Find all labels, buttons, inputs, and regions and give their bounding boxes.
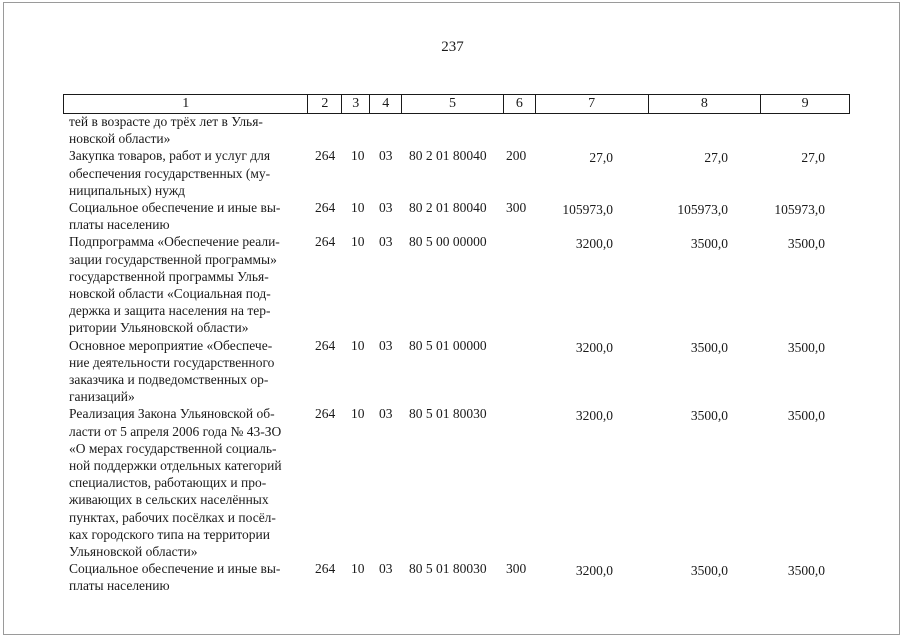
description-line: новской области» [69, 131, 171, 147]
description-line: обеспечения государственных (му- [69, 165, 271, 181]
description-line: зации государственной программы» [69, 251, 277, 267]
cell-col-3: 10 [351, 148, 365, 164]
description-line: ках городского типа на территории [69, 526, 270, 542]
cell-col-9: 3500,0 [787, 236, 825, 252]
table-row [63, 199, 863, 233]
cell-col-7: 3200,0 [575, 339, 613, 355]
table-body [63, 113, 863, 595]
description-line: Закупка товаров, работ и услуг для [69, 148, 271, 164]
table-row [63, 147, 863, 199]
description-line: Ульяновской области» [69, 544, 198, 560]
header-col-2: 2 [308, 95, 342, 113]
header-col-8: 8 [649, 95, 762, 113]
cell-col-3: 10 [351, 234, 365, 250]
header-col-9: 9 [801, 96, 809, 111]
description-line: Подпрограмма «Обеспечение реали- [69, 234, 280, 250]
row-description [63, 147, 309, 199]
description-line: ние деятельности государственного [69, 354, 275, 370]
header-col-1: 1 [64, 95, 308, 113]
description-line: Социальное обеспечение и иные вы- [69, 200, 281, 216]
cell-col-8: 3500,0 [690, 563, 728, 579]
table-row [63, 337, 863, 406]
description-line: заказчика и подведомственных ор- [69, 372, 269, 388]
description-line: платы населению [69, 217, 170, 233]
row-description [63, 199, 309, 233]
cell-col-8: 3500,0 [690, 339, 728, 355]
cell-col-7: 27,0 [589, 150, 613, 166]
description-line: пунктах, рабочих посёлках и посёл- [69, 509, 276, 525]
description-line: ной поддержки отдельных категорий [69, 458, 282, 474]
table-row [63, 113, 863, 147]
cell-col-5: 80 2 01 80040 [409, 148, 487, 164]
cell-col-3: 10 [351, 337, 365, 353]
cell-col-3: 10 [351, 200, 365, 216]
cell-col-7: 3200,0 [575, 408, 613, 424]
row-description [63, 405, 309, 560]
cell-col-3: 10 [351, 406, 365, 422]
description-line: специалистов, работающих и про- [69, 475, 267, 491]
cell-col-2: 264 [315, 148, 336, 164]
header-col-5: 5 [402, 95, 504, 113]
description-line: новской области «Социальная под- [69, 286, 271, 302]
cell-col-4: 03 [379, 234, 393, 250]
cell-col-4: 03 [379, 148, 393, 164]
header-col-6: 6 [504, 95, 536, 113]
cell-col-8: 27,0 [704, 150, 728, 166]
table-header [63, 94, 850, 114]
cell-col-9: 105973,0 [774, 202, 825, 218]
cell-col-8: 3500,0 [690, 408, 728, 424]
cell-col-6: 300 [506, 200, 527, 216]
cell-col-2: 264 [315, 561, 336, 577]
description-line: держка и защита населения на тер- [69, 303, 271, 319]
row-description [63, 233, 309, 336]
header-col-7: 7 [536, 95, 649, 113]
description-line: ласти от 5 апреля 2006 года № 43-ЗО [69, 423, 282, 439]
cell-col-8: 3500,0 [690, 236, 728, 252]
description-line: «О мерах государственной социаль- [69, 440, 277, 456]
cell-col-7: 3200,0 [575, 563, 613, 579]
cell-col-8: 105973,0 [677, 202, 728, 218]
header-col-4: 4 [370, 95, 402, 113]
page-number: 237 [441, 39, 464, 55]
row-description [63, 560, 309, 594]
cell-col-5: 80 5 01 80030 [409, 406, 487, 422]
cell-col-5: 80 2 01 80040 [409, 200, 487, 216]
cell-col-5: 80 5 01 00000 [409, 337, 487, 353]
cell-col-2: 264 [315, 234, 336, 250]
table-row [63, 560, 863, 594]
cell-col-4: 03 [379, 200, 393, 216]
description-line: Основное мероприятие «Обеспече- [69, 337, 273, 353]
description-line: платы населению [69, 578, 170, 594]
table-row [63, 233, 863, 336]
cell-col-9: 27,0 [801, 150, 825, 166]
cell-col-5: 80 5 00 00000 [409, 234, 487, 250]
row-description [63, 337, 309, 406]
table-row [63, 405, 863, 560]
cell-col-4: 03 [379, 406, 393, 422]
description-line: ганизаций» [69, 389, 135, 405]
cell-col-4: 03 [379, 561, 393, 577]
description-line: Социальное обеспечение и иные вы- [69, 561, 281, 577]
cell-col-4: 03 [379, 337, 393, 353]
cell-col-5: 80 5 01 80030 [409, 561, 487, 577]
cell-col-9: 3500,0 [787, 408, 825, 424]
description-line: государственной программы Улья- [69, 268, 269, 284]
cell-col-6: 200 [506, 148, 527, 164]
cell-col-6: 300 [506, 561, 527, 577]
cell-col-7: 3200,0 [575, 236, 613, 252]
description-line: тей в возрасте до трёх лет в Улья- [69, 114, 263, 129]
description-line: ниципальных) нужд [69, 182, 186, 198]
cell-col-3: 10 [351, 561, 365, 577]
cell-col-9: 3500,0 [787, 563, 825, 579]
cell-col-2: 264 [315, 406, 336, 422]
header-col-3: 3 [342, 95, 370, 113]
description-line: ритории Ульяновской области» [69, 320, 249, 336]
description-line: живающих в сельских населённых [69, 492, 269, 508]
description-line: Реализация Закона Ульяновской об- [69, 406, 275, 422]
cell-col-7: 105973,0 [562, 202, 613, 218]
cell-col-2: 264 [315, 337, 336, 353]
cell-col-9: 3500,0 [787, 339, 825, 355]
row-description [63, 113, 309, 147]
cell-col-2: 264 [315, 200, 336, 216]
